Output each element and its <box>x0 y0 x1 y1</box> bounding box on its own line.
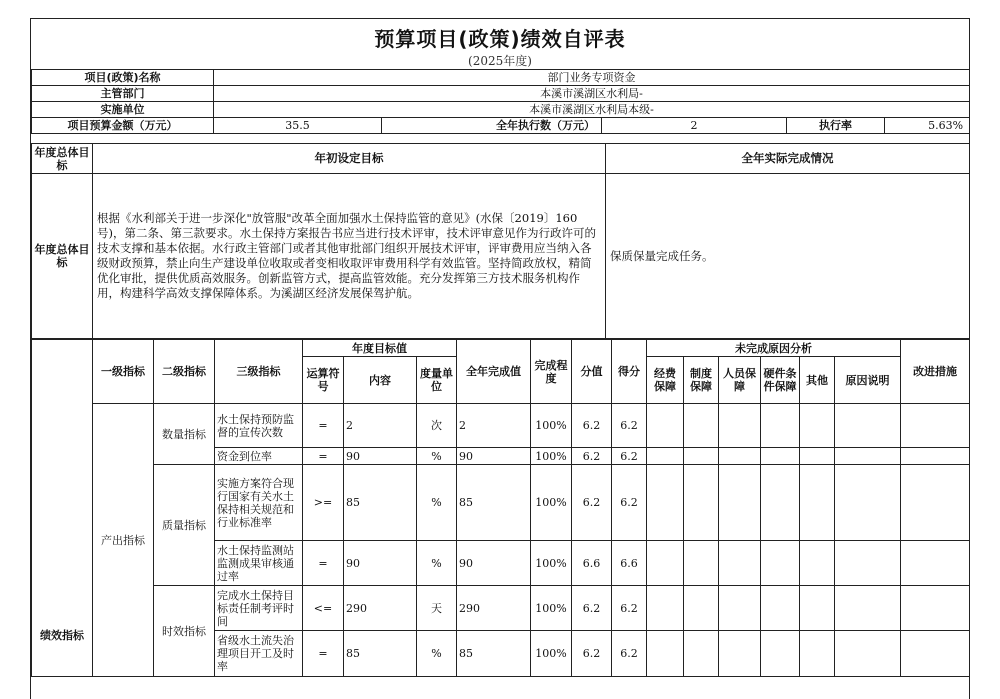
level2-quantity: 数量指标 <box>154 404 215 465</box>
actual-cell: 90 <box>457 541 531 586</box>
header-reason-hardware: 硬件条件保障 <box>761 357 800 404</box>
op-cell: >= <box>303 465 344 541</box>
evaluation-sheet <box>30 18 970 699</box>
improve-cell <box>901 465 970 541</box>
reason-staff-cell <box>719 465 761 541</box>
unit-cell: % <box>417 448 457 465</box>
content-cell: 2 <box>344 404 417 448</box>
reason-fund-cell <box>647 541 684 586</box>
score-cell: 6.2 <box>612 465 647 541</box>
reason-fund-cell <box>647 448 684 465</box>
budget-label: 项目预算金额（万元） <box>32 118 214 134</box>
reason-fund-cell <box>647 465 684 541</box>
header-score: 得分 <box>612 340 647 404</box>
improve-cell <box>901 404 970 448</box>
level3-indicator: 水土保持预防监督的宣传次数 <box>215 404 303 448</box>
level3-indicator: 资金到位率 <box>215 448 303 465</box>
max-score-cell: 6.2 <box>572 586 612 631</box>
header-reason-note: 原因说明 <box>835 357 901 404</box>
degree-cell: 100% <box>531 586 572 631</box>
max-score-cell: 6.6 <box>572 541 612 586</box>
header-score-max: 分值 <box>572 340 612 404</box>
header-actual: 全年完成值 <box>457 340 531 404</box>
op-cell: = <box>303 541 344 586</box>
degree-cell: 100% <box>531 448 572 465</box>
reason-note-cell <box>835 631 901 677</box>
actual-cell: 85 <box>457 631 531 677</box>
reason-other-cell <box>800 465 835 541</box>
header-unit: 度量单位 <box>417 357 457 404</box>
reason-system-cell <box>684 631 719 677</box>
reason-note-cell <box>835 465 901 541</box>
reason-system-cell <box>684 586 719 631</box>
header-reason-staff: 人员保障 <box>719 357 761 404</box>
improve-cell <box>901 586 970 631</box>
reason-note-cell <box>835 404 901 448</box>
reason-hardware-cell <box>761 448 800 465</box>
reason-other-cell <box>800 631 835 677</box>
reason-hardware-cell <box>761 465 800 541</box>
header-reason-fund: 经费保障 <box>647 357 684 404</box>
unit-cell: % <box>417 541 457 586</box>
goal-set-header: 年初设定目标 <box>93 144 606 174</box>
reason-system-cell <box>684 465 719 541</box>
goal-row-label-header: 年度总体目标 <box>32 144 93 174</box>
rate-label: 执行率 <box>787 118 885 134</box>
perf-section-label: 绩效指标 <box>32 340 93 677</box>
op-cell: = <box>303 404 344 448</box>
degree-cell: 100% <box>531 465 572 541</box>
page-title: 预算项目(政策)绩效自评表 <box>374 27 626 51</box>
reason-other-cell <box>800 586 835 631</box>
exec-label: 全年执行数（万元） <box>382 118 602 134</box>
content-cell: 290 <box>344 586 417 631</box>
header-level2: 二级指标 <box>154 340 215 404</box>
max-score-cell: 6.2 <box>572 448 612 465</box>
budget-value: 35.5 <box>214 118 382 134</box>
score-cell: 6.2 <box>612 448 647 465</box>
header-content: 内容 <box>344 357 417 404</box>
reason-hardware-cell <box>761 631 800 677</box>
reason-staff-cell <box>719 448 761 465</box>
improve-cell <box>901 631 970 677</box>
actual-cell: 85 <box>457 465 531 541</box>
content-cell: 90 <box>344 448 417 465</box>
unit-cell: % <box>417 631 457 677</box>
reason-system-cell <box>684 404 719 448</box>
goal-actual-text: 保质保量完成任务。 <box>606 174 970 339</box>
level3-indicator: 水土保持监测站监测成果审核通过率 <box>215 541 303 586</box>
reason-hardware-cell <box>761 586 800 631</box>
unit-cell: 次 <box>417 404 457 448</box>
header-improve: 改进措施 <box>901 340 970 404</box>
level2-quality: 质量指标 <box>154 465 215 586</box>
header-level3: 三级指标 <box>215 340 303 404</box>
reason-fund-cell <box>647 404 684 448</box>
level2-timeliness: 时效指标 <box>154 586 215 677</box>
level3-indicator: 省级水土流失治理项目开工及时率 <box>215 631 303 677</box>
reason-fund-cell <box>647 586 684 631</box>
content-cell: 85 <box>344 465 417 541</box>
reason-system-cell <box>684 541 719 586</box>
dept-label: 主管部门 <box>32 86 214 102</box>
max-score-cell: 6.2 <box>572 465 612 541</box>
reason-note-cell <box>835 448 901 465</box>
reason-hardware-cell <box>761 541 800 586</box>
reason-staff-cell <box>719 631 761 677</box>
max-score-cell: 6.2 <box>572 631 612 677</box>
reason-other-cell <box>800 541 835 586</box>
degree-cell: 100% <box>531 404 572 448</box>
unit-label: 实施单位 <box>32 102 214 118</box>
rate-value: 5.63% <box>885 118 970 134</box>
annual-goal-table <box>31 143 970 339</box>
op-cell: = <box>303 631 344 677</box>
reason-staff-cell <box>719 586 761 631</box>
improve-cell <box>901 541 970 586</box>
degree-cell: 100% <box>531 541 572 586</box>
actual-cell: 90 <box>457 448 531 465</box>
goal-actual-header: 全年实际完成情况 <box>606 144 970 174</box>
exec-value: 2 <box>602 118 787 134</box>
performance-indicator-table <box>31 339 970 677</box>
reason-other-cell <box>800 404 835 448</box>
project-info-table <box>31 69 970 134</box>
reason-fund-cell <box>647 631 684 677</box>
header-level1: 一级指标 <box>93 340 154 404</box>
reason-other-cell <box>800 448 835 465</box>
header-target-group: 年度目标值 <box>303 340 457 357</box>
header-op: 运算符号 <box>303 357 344 404</box>
degree-cell: 100% <box>531 631 572 677</box>
page-subtitle-year: (2025年度) <box>468 54 532 68</box>
content-cell: 90 <box>344 541 417 586</box>
max-score-cell: 6.2 <box>572 404 612 448</box>
unit-value: 本溪市溪湖区水利局本级- <box>214 102 970 118</box>
header-reason-other: 其他 <box>800 357 835 404</box>
content-cell: 85 <box>344 631 417 677</box>
header-reason-system: 制度保障 <box>684 357 719 404</box>
header-degree: 完成程度 <box>531 340 572 404</box>
level1-output: 产出指标 <box>93 404 154 677</box>
op-cell: = <box>303 448 344 465</box>
goal-row-label: 年度总体目标 <box>32 174 93 339</box>
actual-cell: 2 <box>457 404 531 448</box>
improve-cell <box>901 448 970 465</box>
unit-cell: % <box>417 465 457 541</box>
actual-cell: 290 <box>457 586 531 631</box>
dept-value: 本溪市溪湖区水利局- <box>214 86 970 102</box>
unit-cell: 天 <box>417 586 457 631</box>
project-name-label: 项目(政策)名称 <box>32 70 214 86</box>
score-cell: 6.6 <box>612 541 647 586</box>
score-cell: 6.2 <box>612 631 647 677</box>
project-name-value: 部门业务专项资金 <box>214 70 970 86</box>
reason-staff-cell <box>719 541 761 586</box>
score-cell: 6.2 <box>612 404 647 448</box>
reason-hardware-cell <box>761 404 800 448</box>
reason-system-cell <box>684 448 719 465</box>
level3-indicator: 完成水土保持目标责任制考评时间 <box>215 586 303 631</box>
score-cell: 6.2 <box>612 586 647 631</box>
op-cell: <= <box>303 586 344 631</box>
reason-note-cell <box>835 586 901 631</box>
reason-note-cell <box>835 541 901 586</box>
header-reason-group: 未完成原因分析 <box>647 340 901 357</box>
goal-set-text: 根据《水利部关于进一步深化"放管服"改革全面加强水土保持监管的意见》(水保〔2019〕160号)，第二条、第三款要求。水土保持方案报告书应当进行技术评审，技术评审意见作为行政许可的技术支撑和基本依据。水行政主管部门或者其他审批部门组织开展技术评审，评审费用应当纳入各级财政预算，禁止向生产建设单位收取或者变相收取评审费用科学有效监管。坚持简政放权，精简优化审批，提供优质高效服务。创新监管方式，提高监管效能。充分发挥第三方技术服务机构作用，构建科学高效支撑保障体系。为溪湖区经济发展保驾护航。 <box>93 174 606 339</box>
reason-staff-cell <box>719 404 761 448</box>
level3-indicator: 实施方案符合现行国家有关水土保持相关规范和行业标准率 <box>215 465 303 541</box>
